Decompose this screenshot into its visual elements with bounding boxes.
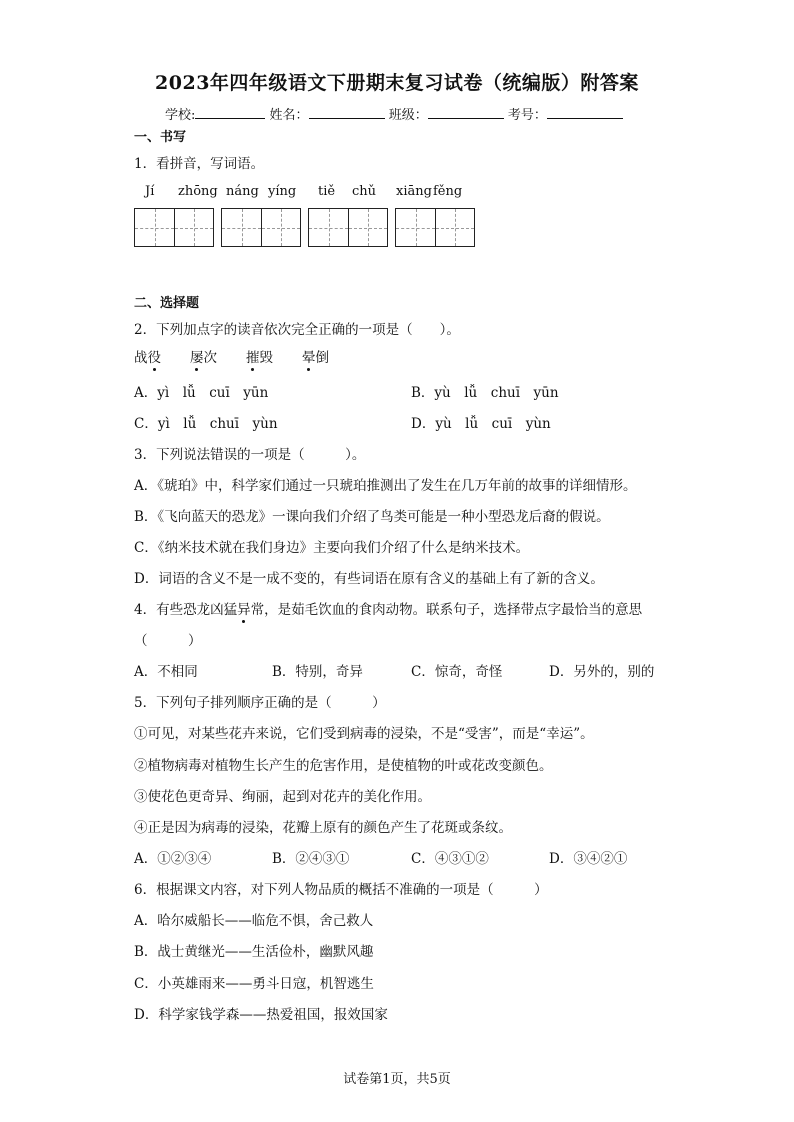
word-text: 毁 xyxy=(259,350,273,366)
question-2-word-3 xyxy=(246,346,273,366)
question-6-option-d[interactable]: D．科学家钱学森——热爱祖国，报效国家 xyxy=(134,1007,388,1023)
question-3-option-c[interactable]: C．《纳米技术就在我们身边》主要向我们介绍了什么是纳米技术。 xyxy=(134,540,530,556)
question-6-option-b[interactable]: B．战士黄继光——生活俭朴，幽默风趣 xyxy=(134,944,374,960)
question-4-option-b[interactable]: B．特别，奇异 xyxy=(272,664,363,680)
question-1-stem: 1．看拼音，写词语。 xyxy=(134,156,265,172)
question-4-option-a[interactable]: A．不相同 xyxy=(134,664,198,680)
answer-parentheses[interactable]: （ ） xyxy=(134,633,202,649)
writing-cell[interactable] xyxy=(348,209,387,246)
dotted-char: 屡 xyxy=(190,346,204,366)
writing-grid-1[interactable] xyxy=(134,208,214,247)
question-6-option-c[interactable]: C．小英雄雨来——勇斗日寇，机智逃生 xyxy=(134,976,374,992)
writing-cell[interactable] xyxy=(309,209,348,246)
writing-cell[interactable] xyxy=(135,209,174,246)
writing-cell[interactable] xyxy=(174,209,213,246)
dotted-char: 异 xyxy=(237,598,251,618)
school-label: 学校: xyxy=(165,108,196,123)
stem-text: 4．有些恐龙凶猛 xyxy=(134,602,238,618)
question-3-option-b[interactable]: B．《飞向蓝天的恐龙》一课向我们介绍了鸟类可能是一种小型恐龙后裔的假说。 xyxy=(134,509,610,525)
pinyin-3: náng xyxy=(226,184,259,199)
writing-cell[interactable] xyxy=(435,209,474,246)
word-text: 次 xyxy=(203,350,217,366)
question-2-option-d[interactable]: D．yù lǚ cuī yùn xyxy=(411,416,551,432)
question-5-option-d[interactable]: D．③④②① xyxy=(549,851,628,867)
question-2-stem: 2．下列加点字的读音依次完全正确的一项是（ ）。 xyxy=(134,322,460,338)
writing-grid-2[interactable] xyxy=(221,208,301,247)
dotted-char: 摧 xyxy=(246,346,260,366)
pinyin-5: tiě xyxy=(318,184,336,199)
question-4-stem xyxy=(134,598,642,618)
question-6-stem: 6．根据课文内容，对下列人物品质的概括不准确的一项是（ ） xyxy=(134,882,548,898)
pinyin-1: Jí xyxy=(145,184,155,199)
pinyin-6: chǔ xyxy=(352,184,377,199)
stem-text: 常，是茹毛饮血的食肉动物。联系句子，选择带点字最恰当的意思 xyxy=(250,602,643,618)
page-footer: 试卷第1页，共5页 xyxy=(343,1072,451,1087)
writing-cell[interactable] xyxy=(222,209,261,246)
student-info-line xyxy=(165,104,623,123)
question-5-stem: 5．下列句子排列顺序正确的是（ ） xyxy=(134,695,386,711)
question-2-option-c[interactable]: C．yì lǚ chuī yùn xyxy=(134,416,278,432)
question-5-sentence-1: ①可见，对某些花卉来说，它们受到病毒的浸染，不是“受害”，而是“幸运”。 xyxy=(134,726,594,742)
question-2-word-4 xyxy=(302,346,329,366)
writing-grid-3[interactable] xyxy=(308,208,388,247)
question-2-option-b[interactable]: B．yù lǚ chuī yūn xyxy=(411,385,559,401)
number-label: 考号： xyxy=(507,108,547,123)
pinyin-4: yíng xyxy=(268,184,297,199)
dotted-char: 役 xyxy=(148,346,162,366)
writing-cell[interactable] xyxy=(396,209,435,246)
word-text: 倒 xyxy=(315,350,329,366)
question-5-option-a[interactable]: A．①②③④ xyxy=(134,851,212,867)
class-label: 班级： xyxy=(388,108,428,123)
question-6-option-a[interactable]: A．哈尔威船长——临危不惧，舍己救人 xyxy=(134,913,374,929)
number-blank[interactable] xyxy=(547,106,623,119)
question-5-sentence-4: ④正是因为病毒的浸染，花瓣上原有的颜色产生了花斑或条纹。 xyxy=(134,820,512,836)
question-4-option-d[interactable]: D．另外的，别的 xyxy=(549,664,655,680)
question-2-word-2 xyxy=(190,346,217,366)
question-3-option-a[interactable]: A．《琥珀》中，科学家们通过一只琥珀推测出了发生在几万年前的故事的详细情形。 xyxy=(134,478,637,494)
section-heading-writing: 一、书写 xyxy=(134,130,187,145)
question-5-sentence-3: ③使花色更奇异、绚丽，起到对花卉的美化作用。 xyxy=(134,789,431,805)
word-text: 战 xyxy=(134,350,148,366)
pinyin-7: xiāng xyxy=(396,184,432,199)
question-2-option-a[interactable]: A．yì lǚ cuī yūn xyxy=(134,385,269,401)
question-5-option-b[interactable]: B．②④③① xyxy=(272,851,350,867)
page-title: 2023年四年级语文下册期末复习试卷（统编版）附答案 xyxy=(155,72,639,94)
name-blank[interactable] xyxy=(309,106,385,119)
dotted-char: 晕 xyxy=(302,346,316,366)
question-5-option-c[interactable]: C．④③①② xyxy=(411,851,489,867)
class-blank[interactable] xyxy=(428,106,504,119)
question-3-option-d[interactable]: D．词语的含义不是一成不变的，有些词语在原有含义的基础上有了新的含义。 xyxy=(134,571,604,587)
question-5-sentence-2: ②植物病毒对植物生长产生的危害作用，是使植物的叶或花改变颜色。 xyxy=(134,758,553,774)
question-2-word-1 xyxy=(134,346,161,366)
name-label: 姓名： xyxy=(269,108,309,123)
pinyin-8: fěng xyxy=(433,184,463,199)
writing-cell[interactable] xyxy=(261,209,300,246)
writing-grid-4[interactable] xyxy=(395,208,475,247)
pinyin-2: zhōng xyxy=(178,184,218,199)
section-heading-choice: 二、选择题 xyxy=(134,296,200,311)
school-blank[interactable] xyxy=(195,106,265,119)
question-3-stem: 3．下列说法错误的一项是（ ）。 xyxy=(134,447,366,463)
question-4-option-c[interactable]: C．惊奇，奇怪 xyxy=(411,664,503,680)
